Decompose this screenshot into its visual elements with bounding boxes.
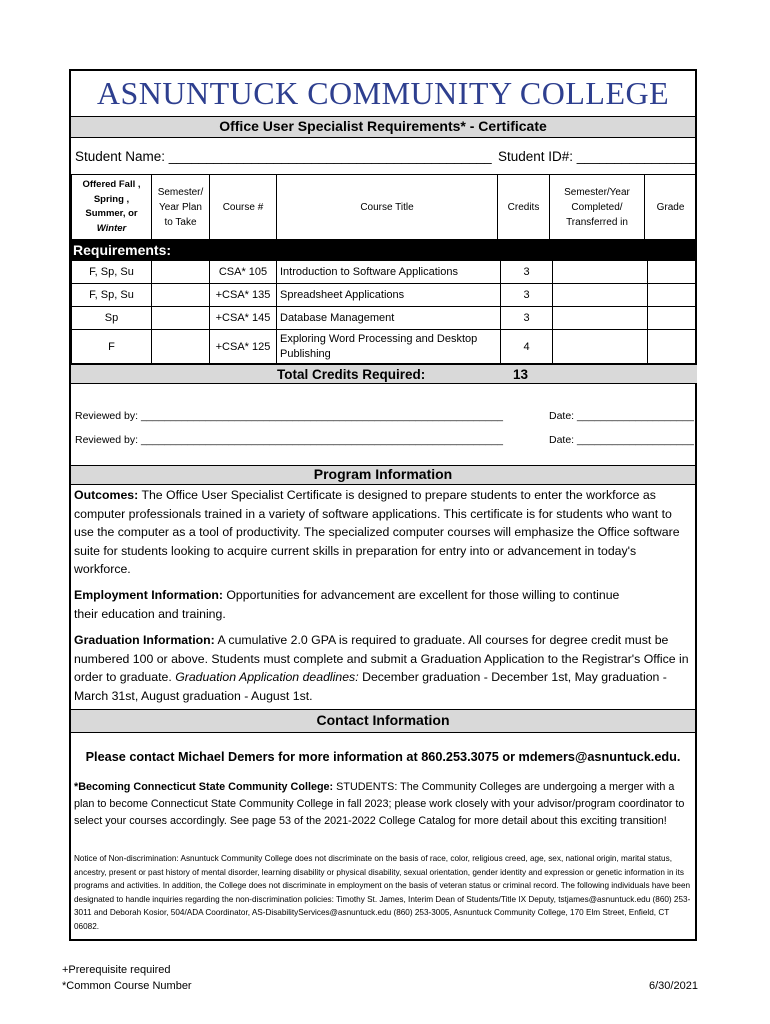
outcomes-paragraph: Outcomes: The Office User Specialist Certificate is designed to prepare students to enter the workforce as computer professionals trained in a variety of software applications. This certificate is for students who want to use the computer as a tool of productivity. The specialized computer courses will emphasize the Office software suite for students looking to acquire current skills in preparation for entry into or advancement in today's workforce.: [74, 488, 680, 576]
certificate-title: Office User Specialist Requirements* - Certificate: [71, 116, 695, 138]
form-frame: [69, 69, 697, 941]
contact-text: Please contact Michael Demers for more information at 860.253.3075 or mdemers@asnuntuck.edu.: [85, 750, 681, 764]
footnote-prerequisite: +Prerequisite required: [62, 964, 171, 976]
table-row: F +CSA* 125 Exploring Word Processing and Desktop Publishing 4: [72, 330, 697, 364]
student-name-field[interactable]: Student Name: ___________________________________________: [75, 149, 492, 164]
semester-cell[interactable]: [152, 284, 210, 307]
table-row: F, Sp, Su +CSA* 135 Spreadsheet Applications 3: [72, 284, 697, 307]
header-grade: Grade: [645, 175, 697, 240]
grade-cell[interactable]: [648, 307, 697, 330]
course-table: [71, 260, 697, 364]
employment-paragraph: Employment Information: Opportunities for advancement are excellent for those willing to continue their education and training.: [74, 588, 620, 621]
header-offered: Offered Fall , Spring , Summer, or Winter: [72, 175, 152, 240]
student-id-field[interactable]: Student ID#: ________________: [498, 149, 697, 164]
footer-date: 6/30/2021: [649, 980, 698, 992]
header-credits: Credits: [498, 175, 550, 240]
merger-paragraph: *Becoming Connecticut State Community College: STUDENTS: The Community Colleges are undergoing a merger with a plan to become Connecticut State Community College in fall 2023; please work closely with your advisor/program coordinator to select your courses accordingly. See page 53 of the 2021-2022 College Catalog for more detail about this exciting transition!: [74, 781, 685, 827]
reviewed-line-2[interactable]: Reviewed by: ______________________________________________________________ Date: ____________________: [75, 434, 694, 446]
semester-cell[interactable]: [152, 330, 210, 364]
footnote-common-course: *Common Course Number: [62, 980, 192, 992]
graduation-paragraph: Graduation Information: A cumulative 2.0 GPA is required to graduate. All courses for degree credit must be numbered 100 or above. Students must complete and submit a Graduation Application to the Registrar's Office in order to graduate. Graduation Application deadlines: December graduation - December 1st, May graduation - March 31st, August graduation - August 1st.: [74, 633, 689, 703]
header-completed: Semester/Year Completed/ Transferred in: [550, 175, 645, 240]
requirements-bar: Requirements:: [71, 240, 697, 260]
program-info-header: Program Information: [71, 465, 695, 485]
completed-cell[interactable]: [553, 284, 648, 307]
nondiscrimination-notice: Notice of Non-discrimination: Asnuntuck Community College does not discriminate on the basis of race, color, religious creed, age, sex, national origin, marital status, ancestry, present or past history of mental disorder, learning disability or physical disability, sexual orientation, gender identity and expression or genetic information in its programs and activities. In addition, the College does not discriminate in employment on the basis of veteran status or criminal record. The following individuals have been designated to handle inquiries regarding the non-discrimination policies: Timothy St. James, Interim Dean of Students/Title IX Deputy, tstjames@asnuntuck.edu (860) 253-3011 and Deborah Kosior, 504/ADA Coordinator, AS-DisabilityServices@asnuntuck.edu (860) 253-3005, Asnuntuck Community College, 170 Elm Street, Enfield, CT 06082.: [74, 854, 691, 931]
course-table-header: [71, 174, 697, 240]
completed-cell[interactable]: [553, 307, 648, 330]
college-title: ASNUNTUCK COMMUNITY COLLEGE: [96, 75, 670, 111]
header-course-title: Course Title: [277, 175, 498, 240]
student-info-line: [75, 149, 697, 164]
grade-cell[interactable]: [648, 284, 697, 307]
grade-cell[interactable]: [648, 261, 697, 284]
total-credits-bar: [71, 364, 697, 384]
header-course-num: Course #: [210, 175, 277, 240]
table-row: F, Sp, Su CSA* 105 Introduction to Software Applications 3: [72, 261, 697, 284]
grade-cell[interactable]: [648, 330, 697, 364]
total-credits-label: Total Credits Required:: [277, 367, 426, 382]
completed-cell[interactable]: [553, 330, 648, 364]
table-row: Sp +CSA* 145 Database Management 3: [72, 307, 697, 330]
semester-cell[interactable]: [152, 261, 210, 284]
completed-cell[interactable]: [553, 261, 648, 284]
total-credits-value: 13: [513, 367, 529, 382]
reviewed-line-1[interactable]: Reviewed by: ______________________________________________________________ Date: ____________________: [75, 410, 694, 422]
contact-info-header: Contact Information: [71, 709, 695, 733]
header-semester-plan: Semester/ Year Plan to Take: [152, 175, 210, 240]
semester-cell[interactable]: [152, 307, 210, 330]
